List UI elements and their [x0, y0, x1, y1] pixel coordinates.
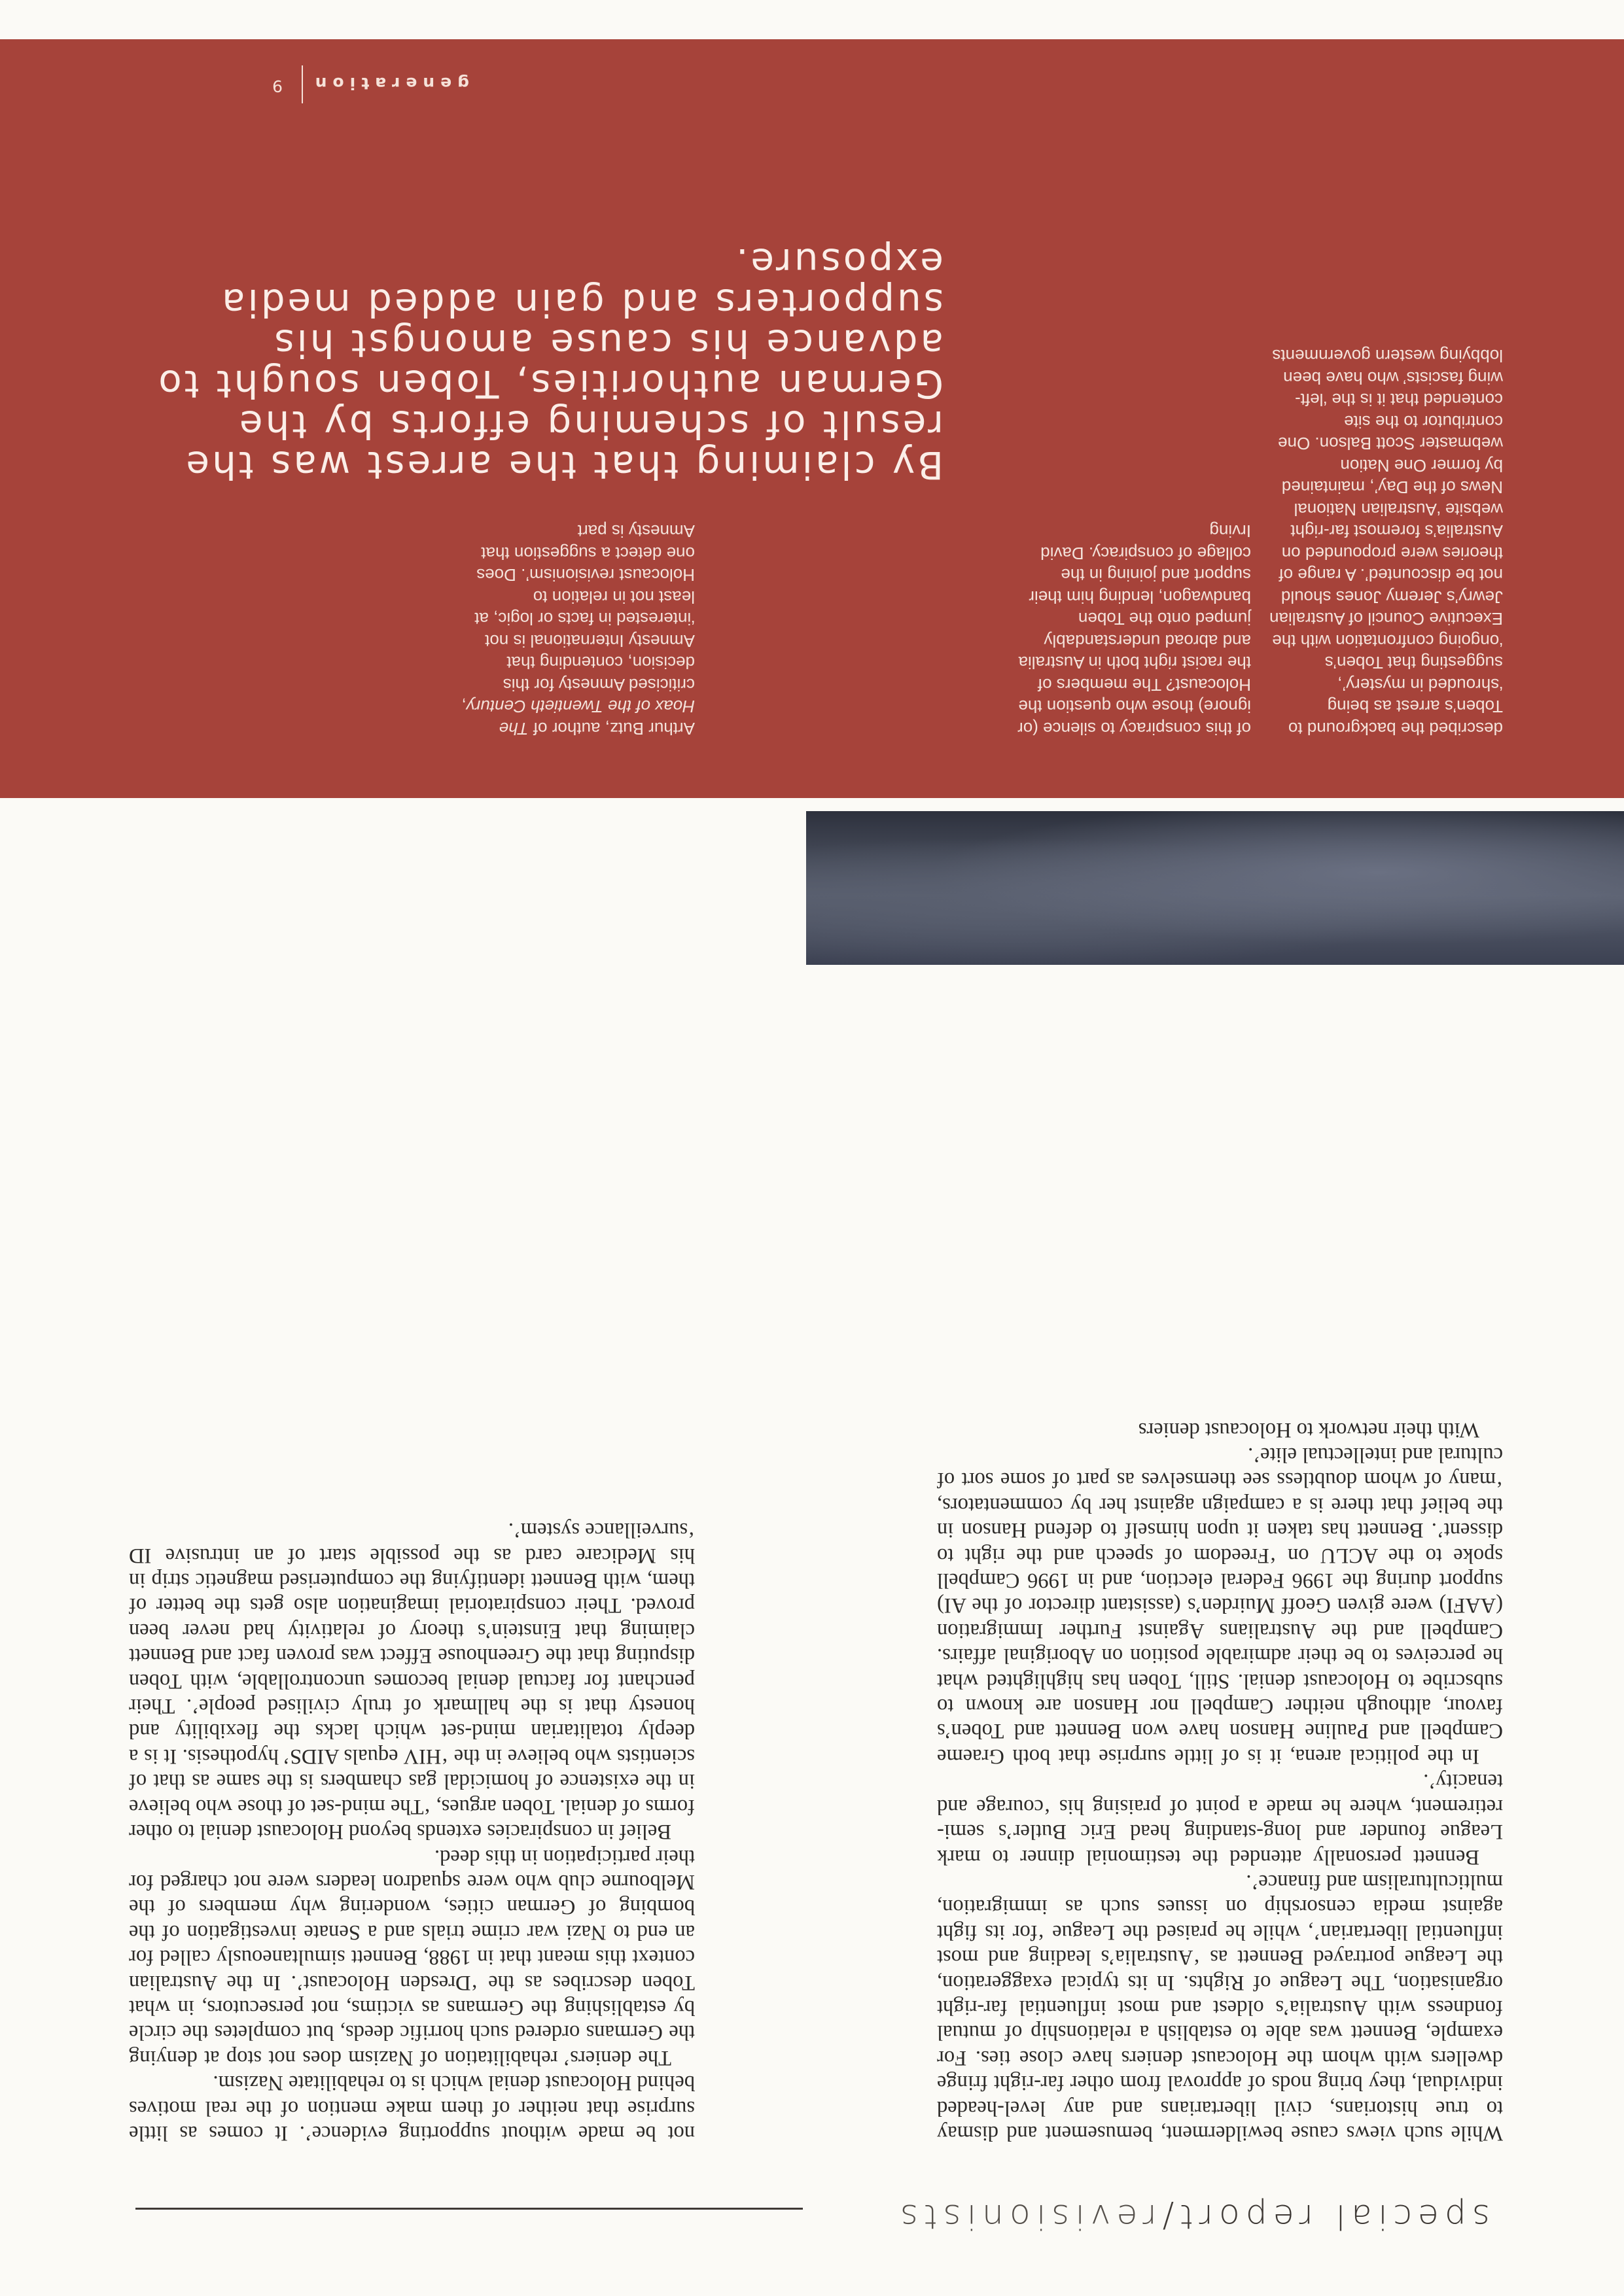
section-header: [894, 2197, 1490, 2236]
paragraph: Bennett personally attended the testimonial dinner to mark League founder and long-standing head Eric Butler’s semi-retirement, where he made a point of praising his ‘courage and tenacity’.: [937, 1769, 1503, 1869]
footer-magazine-name: generation: [309, 74, 469, 93]
section-header-part-b: revisionists: [894, 2197, 1157, 2236]
book-title: The Hoax of the Twentieth Century: [466, 697, 695, 739]
sidebar-text: Arthur Butz, author of: [528, 719, 695, 739]
paragraph: not be made without supporting evidence’. It comes as little surprise that neither of them make mention of the real motives behind Holocaust denial which is to rehabilitate Nazism.: [129, 2071, 695, 2145]
paragraph: The deniers’ rehabilitation of Nazism does not stop at denying the Germans ordered such horrific deeds, but completes the circle by establishing the Germans as victims, not persecutors, in what Toben describes as the ‘Dresden Holocaust’. In the Australian context this meant that in 1988, Bennett simultaneously called for an end to Nazi war crime trials and a Senate investigation of the bombing of German cities, wondering why members of the Melbourne club who were squadron leaders were not charged for their participation in this deed.: [129, 1845, 695, 2070]
sidebar-paragraph: [456, 520, 695, 739]
page-number: 9: [272, 77, 283, 96]
paragraph: In the political arena, it is of little surprise that both Graeme Campbell and Pauline Hanson have won Bennett and Toben’s favour, although neither Campbell nor Hanson are known to subscribe to Holocaust denial. Still, Toben has highlighted what he perceives to be their admirable position on Aboriginal affairs. Campbell and the Australians Against Further Immigration (AAFI) were given Geoff Muirden’s (assistant director of the AI) support during the 1996 Federal election, and in 1996 Campbell spoke to the ACLU on ‘Freedom of speech and the right to dissent’. Bennett has taken it upon himself to defend Hanson in the belief that there is a campaign against her by commentators, ‘many of whom doubtless see themselves as part of some sort of cultural and intellectual elite’.: [937, 1443, 1503, 1768]
header-rule: [135, 2208, 803, 2210]
paragraph: While such views cause bewilderment, bemusement and dismay to true historians, civil libertarians and any level-headed individual, they bring nods of approval from other far-right fringe dwellers with whom the Holocaust deniers have close ties. For example, Bennett was able to establish a relationship of mutual fondness with Australia’s oldest and most influential far-right organisation, The League of Rights. In its typical exaggeration, the League portrayed Bennett as ‘Australia’s leading and most influential libertarian’, while he praised the League ‘for its fight against media censorship on issues such as immigration, multiculturalism and finance’.: [937, 1870, 1503, 2145]
sidebar-paragraph: described the background to Toben’s arrest as being ‘shrouded in mystery’, suggesting that Toben’s ‘ongoing confrontation with the Executive Council of Australian Jewry’s Jeremy Jones should not be discounted’. A range of theories were propounded on Australia’s foremost far-right website ‘Australian National News of the Day’, maintained by former One Nation webmaster Scott Balson. One contributor to the site contended that it is the ‘left-wing fascists’ who have been lobbying western governments: [1269, 346, 1503, 739]
sidebar-paragraph: of this conspiracy to silence (or ignore) those who question the Holocaust? The members of the racist right both in Australia and abroad understandably jumped onto the Toben bandwagon, lending him their support and joining in the collage of conspiracy. David Irving: [1017, 521, 1251, 739]
article-column-left: [129, 1518, 695, 2146]
pull-quote: By claiming that the arrest was the result of scheming efforts by the German authorities, Toben sought to advance his cause amongst his supporters and gain added media exposure.: [156, 240, 944, 487]
article-column-right: [937, 1417, 1503, 2146]
sidebar-text: , criticised Amnesty for this decision, contending that Amnesty International is not ‘interested in facts or logic, at least not in relation to Holocaust revisionism’. Does one detect a suggestion that Amnesty is part: [461, 521, 695, 717]
sidebar-column-2: [1012, 520, 1251, 739]
paragraph: With their network to Holocaust deniers: [1138, 1418, 1479, 1442]
sidebar-column-1: [456, 520, 695, 739]
footer-divider: [302, 65, 303, 103]
section-header-part-a: special report/: [1156, 2197, 1490, 2236]
sidebar-column-3: [1264, 345, 1503, 739]
photo: [806, 811, 1624, 965]
paragraph: Belief in conspiracies extends beyond Holocaust denial to other forms of denial. Toben argues, ‘The mind-set of those who believe in the existence of homicidal gas chambers is the same as that of scientists who believe in the ‘HIV equals AIDS’ hypothesis. It is a deeply totalitarian mind-set which lacks the flexibility and honesty that is the hallmark of truly civilised people’. Their penchant for factual denial becomes uncontrollable, with Toben disputing that the Greenhouse Effect was proven fact and Bennett claiming that Einstein’s theory of relativity had never been proved. Their conspiratorial imagination also gets the better of them, with Bennett identifying the computerised magnetic strip in his Medicare card as the possible start of an intrusive ID ‘surveillance system’.: [129, 1518, 695, 1844]
